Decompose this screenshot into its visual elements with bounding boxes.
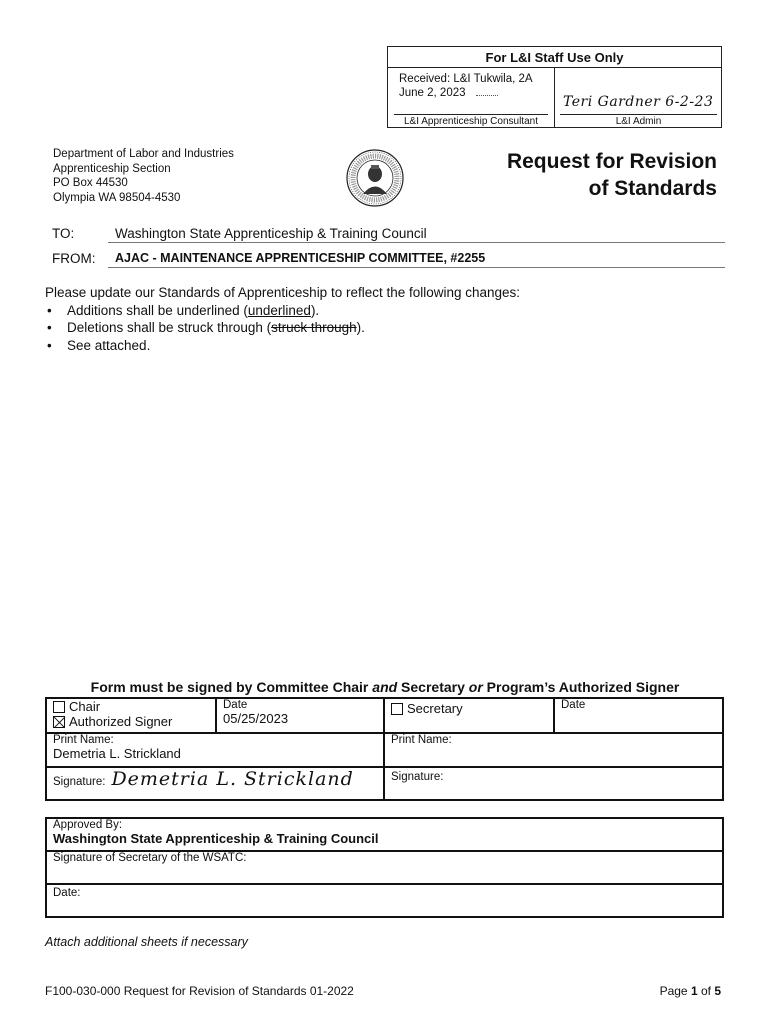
secretary-cell	[384, 698, 554, 733]
approved-by-label: Approved By:	[53, 819, 123, 831]
print-name2-cell[interactable]	[384, 733, 723, 767]
received-line2: June 2, 2023	[399, 87, 466, 99]
list-item: • Deletions shall be struck through (struck through).	[67, 319, 520, 337]
signature2-label: Signature:	[391, 771, 444, 783]
address-line: PO Box 44530	[53, 177, 128, 189]
print-name2-label: Print Name:	[391, 734, 452, 746]
to-value: Washington State Apprenticeship & Training Council	[115, 226, 427, 241]
date-value: 05/25/2023	[223, 711, 289, 726]
print-name-label: Print Name:	[53, 734, 114, 746]
title-line: of Standards	[588, 177, 717, 200]
admin-line	[560, 114, 717, 115]
authorized-signer-checkbox[interactable]	[53, 716, 65, 728]
role-cell	[46, 698, 216, 733]
document-title	[507, 148, 717, 202]
staff-use-box	[387, 46, 722, 128]
consultant-line	[394, 114, 548, 115]
secretary-signature-cell[interactable]	[46, 851, 723, 884]
instructions	[45, 284, 520, 354]
approval-date-label: Date:	[53, 887, 81, 899]
signature-value: Demetria L. Strickland	[111, 768, 354, 790]
department-address	[53, 147, 234, 205]
attach-note: Attach additional sheets if necessary	[45, 935, 248, 949]
address-line: Department of Labor and Industries	[53, 148, 234, 160]
list-item: • See attached.	[67, 337, 520, 355]
underline-example: underlined	[247, 302, 311, 318]
chair-checkbox[interactable]	[53, 701, 65, 713]
address-line: Olympia WA 98504-4530	[53, 191, 181, 204]
signature-instructions: Form must be signed by Committee Chair and Secretary or Program’s Authorized Signer	[90, 679, 680, 695]
date2-label: Date	[561, 699, 586, 711]
divider	[554, 67, 555, 127]
approval-table	[45, 817, 724, 918]
to-label: TO:	[52, 226, 75, 241]
authorized-signer-label: Authorized Signer	[69, 714, 173, 729]
admin-signature: Teri Gardner 6-2-23	[563, 94, 714, 110]
initials-mark	[476, 89, 498, 96]
consultant-caption: L&I Apprenticeship Consultant	[404, 116, 538, 127]
address-line: Apprenticeship Section	[53, 162, 171, 175]
divider	[108, 242, 725, 243]
staff-box-title: For L&I Staff Use Only	[485, 50, 624, 65]
signature-cell[interactable]	[46, 767, 384, 800]
from-label: FROM:	[52, 251, 96, 266]
print-name-value: Demetria L. Strickland	[53, 746, 181, 761]
secretary-checkbox[interactable]	[391, 703, 403, 715]
chair-label: Chair	[69, 699, 101, 714]
received-stamp	[399, 72, 533, 100]
form-id: F100-030-000 Request for Revision of Standards 01-2022	[45, 984, 354, 998]
state-seal-icon	[346, 149, 404, 207]
strikethrough-example: struck through	[271, 320, 357, 335]
signature-label: Signature:	[53, 776, 106, 788]
title-line: Request for Revision	[506, 150, 717, 173]
from-value: AJAC - MAINTENANCE APPRENTICESHIP COMMITTEE, #2255	[115, 251, 486, 265]
approved-by-value: Washington State Apprenticeship & Training Council	[53, 831, 379, 846]
signature-table	[45, 697, 724, 801]
signature2-cell[interactable]	[384, 767, 723, 800]
date-label: Date	[223, 699, 248, 711]
date-cell[interactable]	[216, 698, 384, 733]
divider	[108, 267, 725, 268]
instructions-text: Please update our Standards of Apprenticeship to reflect the following changes:	[45, 285, 521, 300]
secretary-signature-label: Signature of Secretary of the WSATC:	[53, 852, 247, 864]
admin-caption: L&I Admin	[615, 116, 662, 127]
approval-date-cell[interactable]	[46, 884, 723, 917]
date2-cell[interactable]	[554, 698, 723, 733]
print-name-cell[interactable]	[46, 733, 384, 767]
instructions-list	[45, 302, 520, 355]
secretary-label: Secretary	[407, 701, 463, 716]
received-line1: Received: L&I Tukwila, 2A	[399, 73, 533, 85]
page-number: Page 1 of 5	[659, 984, 721, 998]
list-item: • Additions shall be underlined (underlined).	[67, 302, 520, 320]
approved-by-cell	[46, 818, 723, 851]
